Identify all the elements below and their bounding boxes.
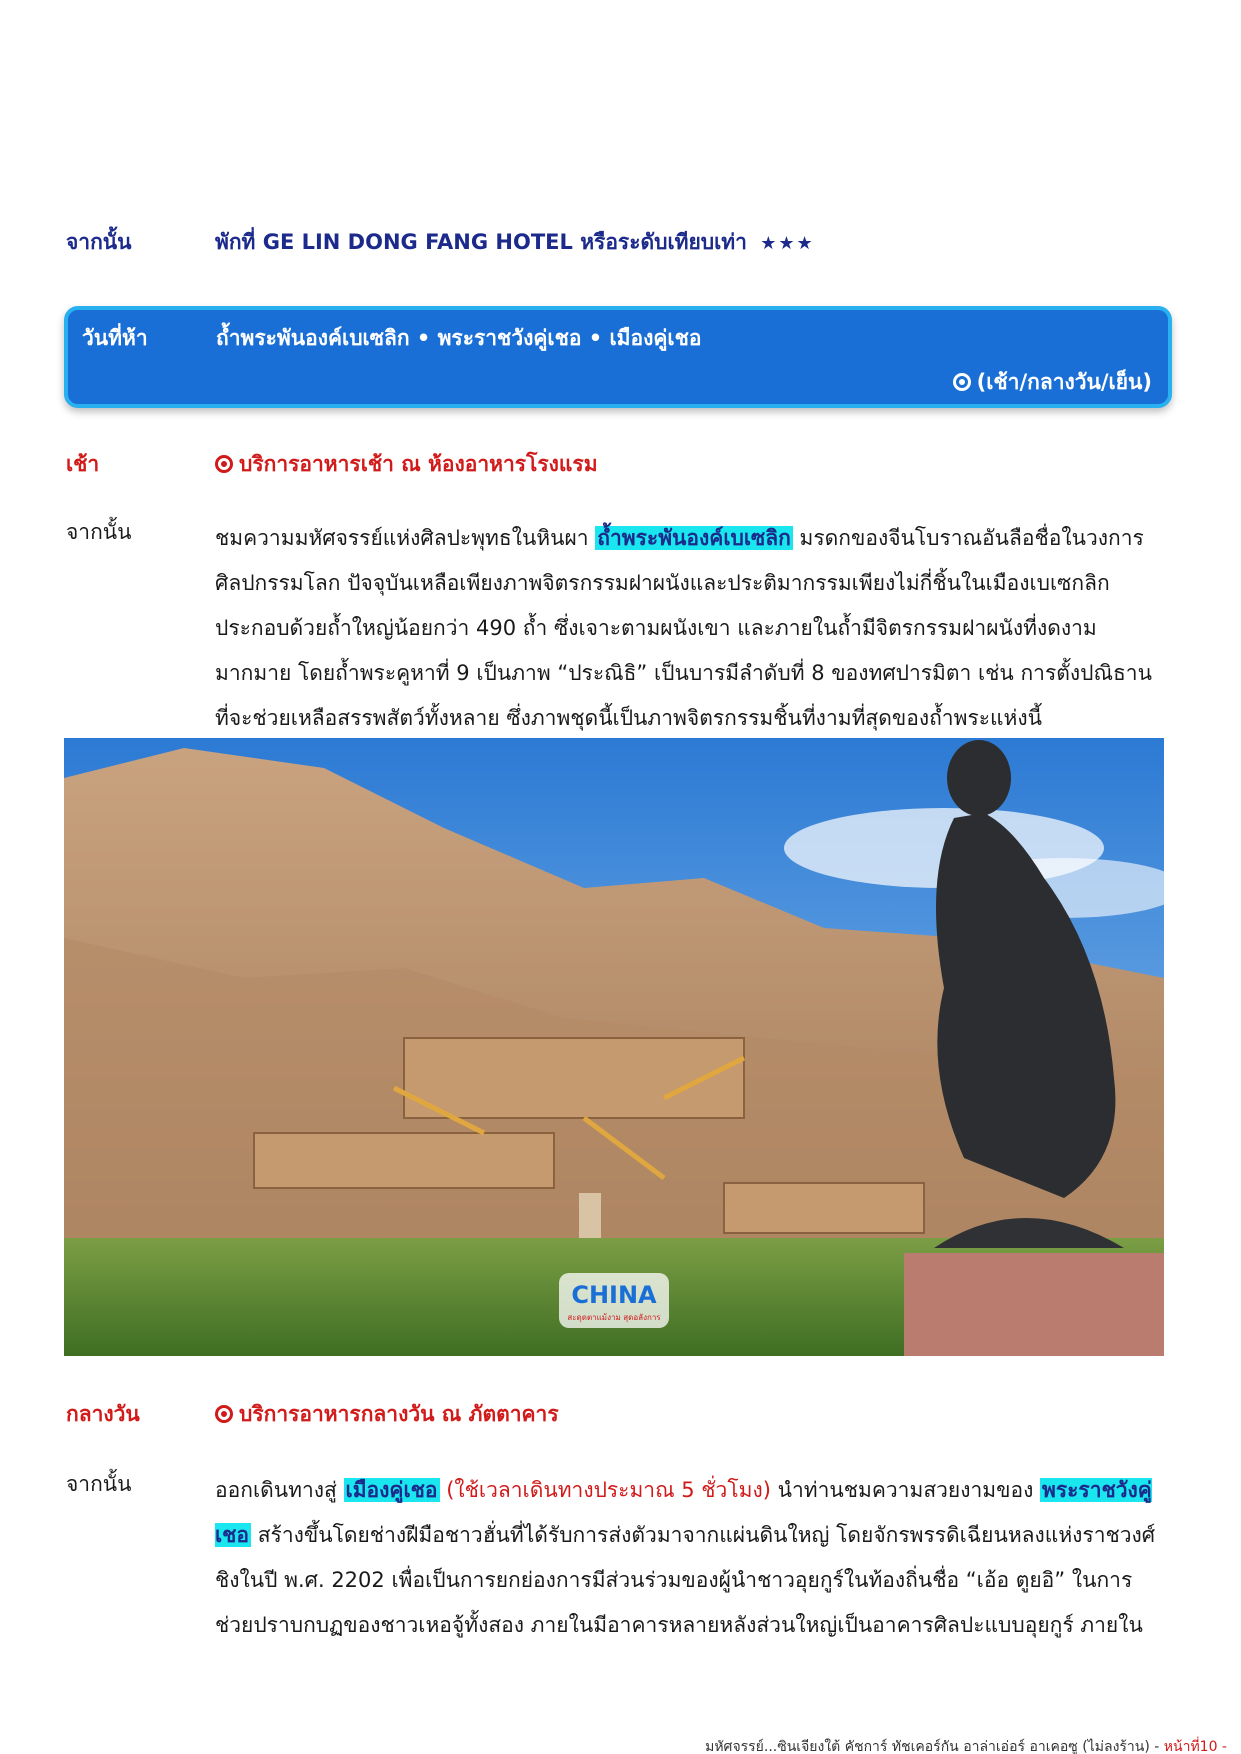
lunch-row: [215, 1398, 1165, 1431]
visit1-label: จากนั้น: [66, 520, 132, 544]
hotel-stars: ★★★: [760, 233, 815, 254]
cave-photo: [64, 738, 1164, 1356]
visit1-intro: ชมความมหัศจรรย์แห่งศิลปะพุทธในหินผา: [215, 526, 589, 550]
day-meals-text: (เช้า/กลางวัน/เย็น): [976, 370, 1152, 394]
cave-temple-lower: [254, 1133, 554, 1188]
day-title: ถ้ำพระพันองค์เบเซลิก • พระราชวังคู่เชอ • เมืองคู่เชอ: [216, 326, 702, 350]
visit2-intro: ออกเดินทางสู่: [215, 1478, 337, 1502]
visit1-body: มรดกของจีนโบราณอันลือชื่อในวงการศิลปกรรมโลก ปัจจุบันเหลือเพียงภาพจิตรกรรมฝาผนังและประติมากรรมเพียงไม่กี่ชิ้นในเมืองเบเซกลิก ประกอบด้วยถ้ำใหญ่น้อยกว่า 490 ถ้ำ ซึ่งเจาะตามผนังเขา และภายในถ้ำมีจิตรกรรมฝาผนังที่งดงามมากมาย โดยถ้ำพระคูหาที่ 9 เป็นภาพ “ประณิธิ” เป็นบารมีลำดับที่ 8 ของทศปารมิตา เช่น การตั้งปณิธานที่จะช่วยเหลือสรรพสัตว์ทั้งหลาย ซึ่งภาพชุดนี้เป็นภาพจิตรกรรมชิ้นที่งามที่สุดของถ้ำพระแห่งนี้: [215, 526, 1152, 730]
visit2-highlight-palace: พระราชวังคู่เชอ: [215, 1478, 1152, 1547]
hotel-name: พักที่ GE LIN DONG FANG HOTEL หรือระดับเทียบเท่า: [215, 230, 747, 254]
footer-text: มหัศจรรย์...ซินเจียงใต้ คัชการ์ ทัชเคอร์กัน อาล่าเอ่อร์ อาเคอซู (ไม่ลงร้าน) -: [705, 1739, 1160, 1754]
china-logo-subtext: สะดุดตาแม้งาม สุดอลังการ: [567, 1313, 661, 1322]
cave-temple-right: [724, 1183, 924, 1233]
breakfast-row: [215, 448, 1165, 481]
visit2-highlight-city: เมืองคู่เชอ: [345, 1478, 438, 1502]
page-footer: [705, 1736, 1227, 1754]
breakfast-label: เช้า: [66, 452, 100, 476]
meal-plate-icon: [215, 1405, 233, 1423]
day-banner: [64, 306, 1172, 408]
visit1-paragraph: [215, 516, 1165, 741]
statue-head: [947, 740, 1011, 816]
visit1-highlight: ถ้ำพระพันองค์เบเซลิก: [597, 526, 791, 550]
day-meals: [953, 366, 1152, 399]
meal-plate-icon: [953, 373, 971, 391]
cave-photo-illustration: [64, 738, 1164, 1356]
breakfast-text: บริการอาหารเช้า ณ ห้องอาหารโรงแรม: [239, 452, 598, 476]
statue-pedestal: [904, 1253, 1164, 1356]
visit2-mid: นำท่านชมความสวยงามของ: [777, 1478, 1034, 1502]
hotel-row-label: จากนั้น: [66, 230, 132, 254]
meal-plate-icon: [215, 455, 233, 473]
visit2-label: จากนั้น: [66, 1472, 132, 1496]
visit2-body: สร้างขึ้นโดยช่างฝีมือชาวฮั่นที่ได้รับการส่งตัวมาจากแผ่นดินใหญ่ โดยจักรพรรดิเฉียนหลงแห่งราชวงศ์ชิงในปี พ.ศ. 2202 เพื่อเป็นการยกย่องการมีส่วนร่วมของผู้นำชาวอุยกูร์ในท้องถิ่นชื่อ “เอ้อ ตูยอิ” ในการช่วยปราบกบฏของชาวเหอจู้ทั้งสอง ภายในมีอาคารหลายหลังส่วนใหญ่เป็นอาคารศิลปะแบบอุยกูร์ ภายใน: [215, 1523, 1156, 1637]
cave-temple-building: [404, 1038, 744, 1118]
visit2-paragraph: [215, 1468, 1165, 1648]
day-label: วันที่ห้า: [82, 326, 148, 350]
lunch-text: บริการอาหารกลางวัน ณ ภัตตาคาร: [239, 1402, 559, 1426]
visit2-travel-note: (ใช้เวลาเดินทางประมาณ 5 ชั่วโมง): [446, 1478, 771, 1502]
page-number: หน้าที่10 -: [1163, 1739, 1227, 1754]
china-logo: [559, 1273, 669, 1328]
hotel-row-text: [215, 226, 1165, 259]
china-logo-text: CHINA: [571, 1281, 657, 1309]
lunch-label: กลางวัน: [66, 1402, 140, 1426]
